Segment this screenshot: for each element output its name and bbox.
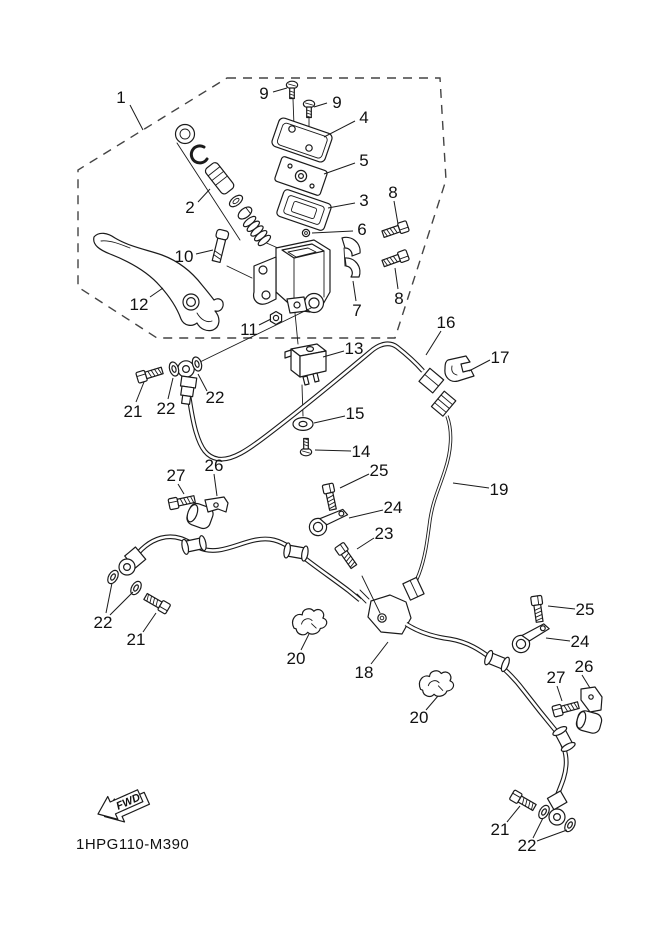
part-clamp-24-right: [509, 623, 553, 655]
callout-13-14: [323, 339, 363, 358]
callout-number: 22: [156, 398, 176, 418]
callout-23-22: [357, 524, 393, 549]
callout-number: 10: [174, 246, 194, 266]
callout-number: 14: [351, 441, 371, 461]
callout-7-12: [352, 281, 361, 320]
callout-26-34: [575, 657, 594, 688]
part-pipe-19: [403, 416, 451, 600]
part-ring-6: [302, 229, 309, 236]
callout-number: 12: [129, 294, 149, 314]
callout-leader-line: [546, 638, 570, 641]
fwd-label: FWD: [114, 791, 143, 813]
callout-leader-line: [353, 281, 356, 301]
part-diaphragm-3: [276, 189, 332, 232]
part-lower-hose: [119, 535, 576, 825]
diagram-part-number: 1HPG110-M390: [76, 836, 190, 853]
part-bolt-10: [210, 229, 252, 278]
callout-number: 25: [575, 599, 595, 619]
callout-17-16: [469, 348, 509, 371]
callout-number: 23: [374, 523, 394, 543]
part-clamp-24-left: [308, 509, 350, 537]
callout-number: 22: [517, 835, 537, 855]
callout-leader-line: [136, 382, 144, 402]
callout-leader-line: [315, 450, 351, 451]
part-clip-17: [445, 356, 474, 381]
callout-number: 5: [359, 150, 369, 170]
callout-number: 17: [490, 347, 510, 367]
callout-20-30: [287, 634, 309, 668]
callout-leader-line: [469, 360, 490, 371]
part-banjo-bolt-21-lower-left: [143, 592, 171, 615]
callout-5-4: [324, 151, 369, 174]
callout-leader-line: [557, 686, 562, 701]
callout-number: 8: [394, 288, 404, 308]
callout-leader-line: [349, 510, 383, 518]
callout-leader-line: [314, 103, 327, 107]
callout-18-31: [355, 642, 388, 682]
callout-layer: [94, 84, 595, 855]
callout-1-0: [116, 88, 143, 130]
callout-number: 1: [116, 87, 126, 107]
part-reservoir-cap-4: [271, 117, 334, 164]
callout-leader-line: [314, 416, 345, 423]
part-bolt-25-right: [531, 595, 546, 622]
callout-leader-line: [340, 474, 369, 488]
part-banjo-bolt-21-upper: [136, 365, 164, 383]
callout-26-23: [205, 456, 224, 496]
callout-number: 15: [345, 403, 365, 423]
callout-number: 26: [574, 656, 594, 676]
callout-leader-line: [198, 189, 210, 202]
callout-leader-line: [259, 319, 271, 325]
callout-21-37: [491, 806, 520, 839]
callout-9-1: [259, 84, 287, 103]
part-clamp-7: [342, 237, 360, 277]
callout-leader-line: [394, 201, 398, 224]
callout-11-13: [240, 319, 271, 339]
callout-10-10: [175, 247, 213, 266]
callout-leader-line: [301, 634, 309, 650]
fwd-arrow: [93, 782, 152, 830]
callout-leader-line: [324, 121, 355, 137]
callout-number: 16: [436, 312, 456, 332]
callout-20-36: [410, 696, 438, 727]
callout-leader-line: [537, 830, 567, 841]
callout-leader-line: [178, 484, 184, 494]
part-lever-12: [94, 233, 223, 330]
callout-number: 27: [166, 465, 186, 485]
callout-14-18: [315, 442, 370, 461]
callout-leader-line: [273, 88, 287, 92]
callout-27-24: [167, 466, 186, 494]
callout-number: 25: [369, 460, 389, 480]
callout-25-32: [548, 600, 594, 619]
callout-number: 7: [352, 300, 362, 320]
callout-number: 26: [204, 455, 224, 475]
part-washer-15: [293, 418, 313, 431]
callout-leader-line: [395, 268, 398, 289]
callout-leader-line: [196, 250, 213, 254]
callout-number: 6: [357, 219, 367, 239]
callout-number: 8: [388, 182, 398, 202]
callout-22-28: [94, 583, 133, 632]
callout-number: 24: [383, 497, 403, 517]
callout-number: 24: [570, 631, 590, 651]
callout-number: 13: [344, 338, 364, 358]
callout-8-7: [388, 183, 398, 224]
part-bolt-27-right: [552, 700, 580, 717]
callout-2-9: [185, 189, 210, 217]
callout-number: 22: [93, 612, 113, 632]
callout-number: 2: [185, 197, 195, 217]
callout-number: 9: [259, 83, 269, 103]
callout-number: 9: [332, 92, 342, 112]
callout-number: 20: [286, 648, 306, 668]
callout-19-19: [453, 480, 508, 499]
callout-leader-line: [106, 583, 112, 613]
callout-27-35: [547, 668, 566, 701]
callout-leader-line: [324, 163, 355, 174]
part-clip-20-right: [418, 669, 454, 698]
callout-21-25: [124, 382, 144, 421]
callout-number: 4: [359, 107, 369, 127]
callout-number: 3: [359, 190, 369, 210]
callout-number: 11: [240, 319, 258, 339]
callout-number: 21: [123, 401, 143, 421]
part-clip-20-left: [291, 607, 328, 637]
part-bolts-8: [381, 221, 409, 269]
callout-8-8: [394, 268, 403, 308]
callout-number: 20: [409, 707, 429, 727]
callout-leader-line: [150, 288, 163, 297]
part-piston-kit-2: [176, 125, 288, 253]
callout-leader-line: [168, 378, 173, 399]
callout-leader-line: [130, 105, 143, 130]
callout-number: 18: [354, 662, 374, 682]
callout-number: 19: [489, 479, 509, 499]
part-banjo-bolt-21-lower-right: [509, 790, 537, 813]
part-bolt-25-left: [322, 483, 338, 511]
part-nut-11: [270, 312, 281, 325]
callout-number: 21: [126, 629, 146, 649]
callout-24-33: [546, 632, 589, 651]
part-screw-14: [300, 439, 311, 456]
callout-12-11: [130, 288, 163, 314]
callout-number: 21: [490, 819, 510, 839]
callout-leader-line: [110, 592, 133, 615]
callout-leader-line: [312, 231, 353, 233]
callout-4-3: [324, 108, 369, 137]
callout-9-2: [314, 93, 342, 112]
callout-leader-line: [357, 538, 374, 549]
callout-number: 22: [205, 387, 225, 407]
callout-22-27: [198, 374, 224, 407]
callout-leader-line: [548, 606, 575, 609]
callout-24-21: [349, 498, 402, 518]
callout-25-20: [340, 461, 388, 488]
callout-21-29: [127, 613, 156, 649]
callout-leader-line: [426, 331, 441, 355]
callout-16-15: [426, 313, 455, 355]
callout-leader-line: [214, 474, 217, 496]
callout-leader-line: [582, 675, 590, 688]
callout-leader-line: [453, 483, 489, 488]
callout-22-26: [157, 378, 176, 418]
part-bolt-23: [334, 542, 358, 570]
callout-leader-line: [328, 203, 355, 208]
callout-3-5: [328, 191, 369, 210]
part-bracket-26-right: [575, 687, 603, 735]
callout-number: 27: [546, 667, 566, 687]
callout-15-17: [314, 404, 364, 423]
callout-leader-line: [371, 642, 388, 664]
